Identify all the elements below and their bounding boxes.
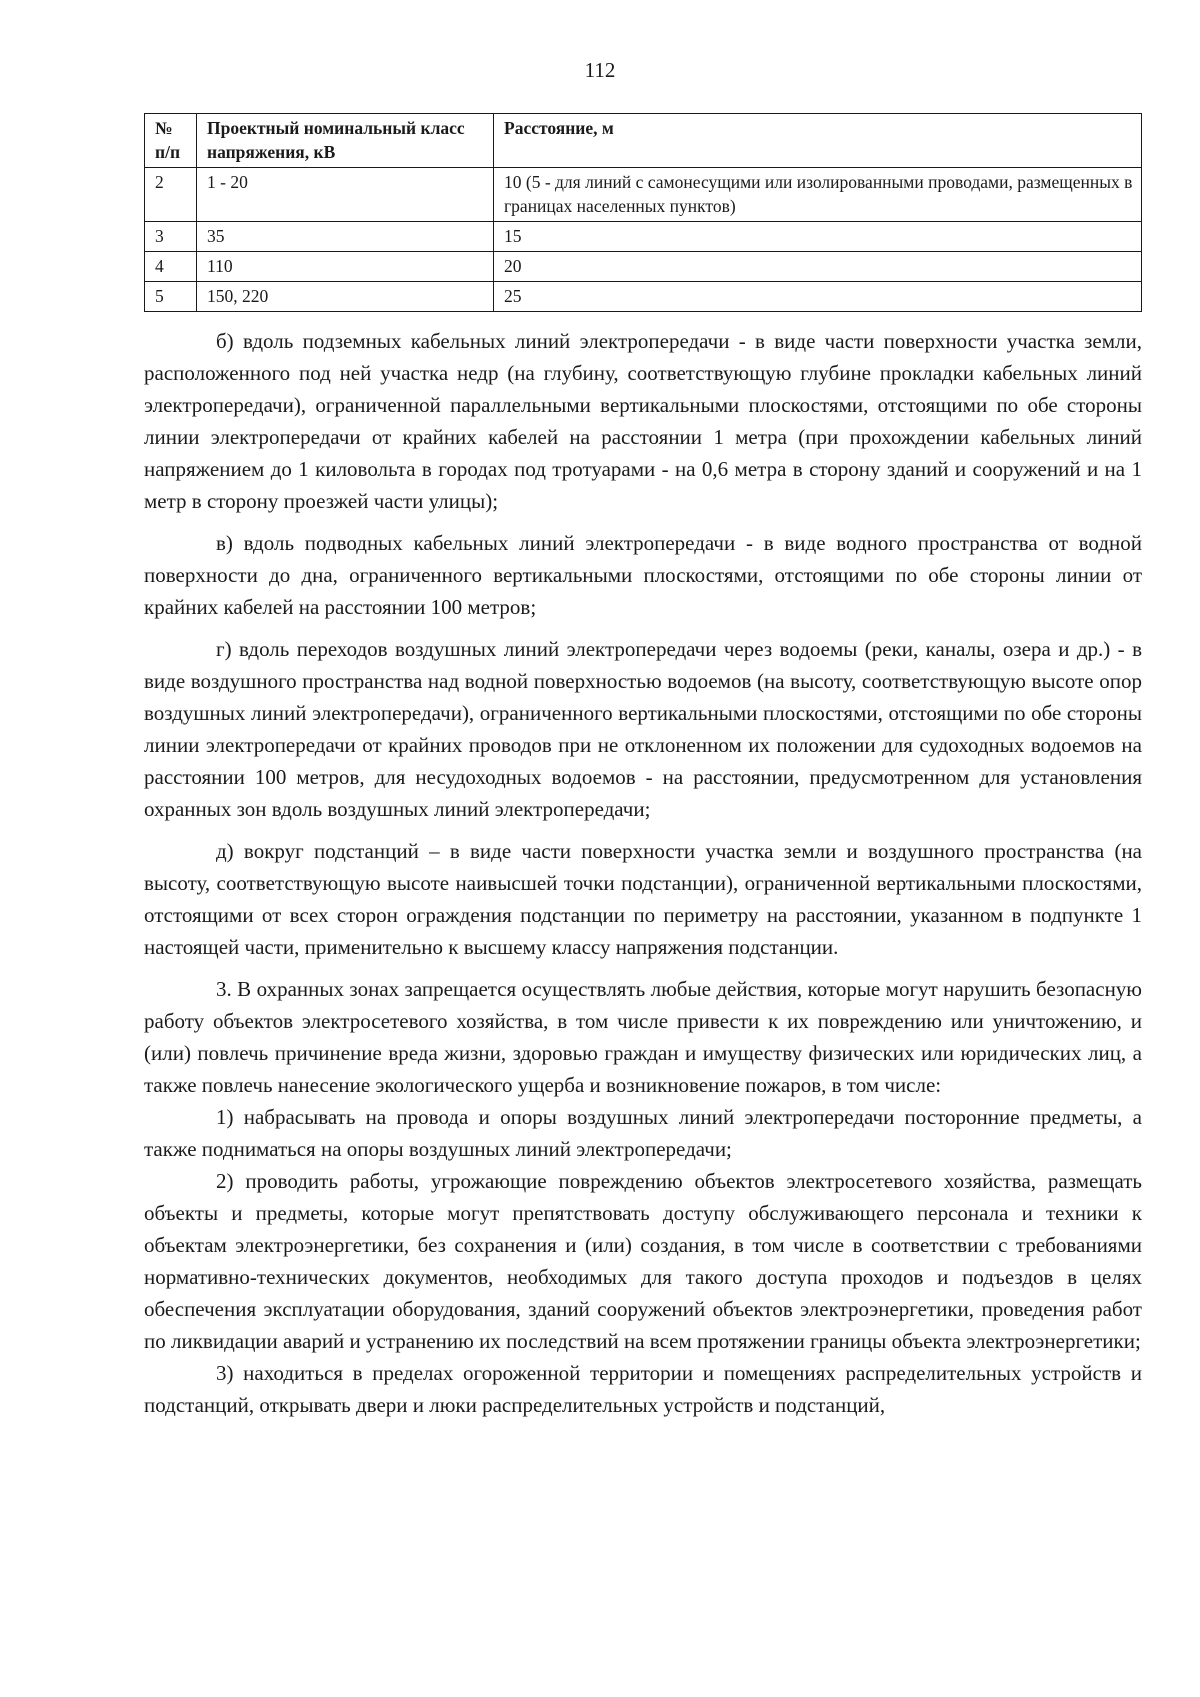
header-distance: Расстояние, м [494,114,1142,168]
table-row [145,252,1142,282]
header-number: № п/п [145,114,197,168]
cell-distance: 25 [494,282,1142,312]
cell-voltage-class: 110 [197,252,494,282]
cell-distance: 15 [494,222,1142,252]
table-row [145,282,1142,312]
page-number: 112 [584,58,616,82]
cell-number: 5 [145,282,197,312]
cell-number: 2 [145,168,197,222]
paragraph-item-3: 3) находиться в пределах огороженной территории и помещениях распределительных устройств и подстанций, открывать двери и люки распределительных устройств и подстанций, [144,1361,1142,1417]
cell-number: 4 [145,252,197,282]
paragraph-b-underground-cables: б) вдоль подземных кабельных линий электропередачи - в виде части поверхности участка земли, расположенного под ней участка недр (на глубину, соответствующую глубине прокладки кабельных линий электропередачи), ограниченной параллельными вертикальными плоскостями, отстоящими по обе стороны линии электропередачи от крайних кабелей на расстоянии 1 метра (при прохождении кабельных линий напряжением до 1 киловольта в городах под тротуарами - на 0,6 метра в сторону зданий и сооружений и на 1 метр в сторону проезжей части улицы); [144,329,1142,513]
table-row [145,168,1142,222]
paragraph-v-underwater-cables: в) вдоль подводных кабельных линий электропередачи - в виде водного пространства от водной поверхности до дна, ограниченного вертикальными плоскостями, отстоящими по обе стороны линии от крайних кабелей на расстоянии 100 метров; [144,531,1142,619]
voltage-distance-table [144,113,1142,312]
table-header-row [145,114,1142,168]
cell-voltage-class: 1 - 20 [197,168,494,222]
cell-distance: 20 [494,252,1142,282]
paragraph-3-prohibitions: 3. В охранных зонах запрещается осуществлять любые действия, которые могут нарушить безопасную работу объектов электросетевого хозяйства, в том числе привести к их повреждению или уничтожению, и (или) повлечь причинение вреда жизни, здоровью граждан и имуществу физических или юридических лиц, а также повлечь нанесение экологического ущерба и возникновение пожаров, в том числе: [144,977,1142,1097]
cell-voltage-class: 150, 220 [197,282,494,312]
paragraph-d-substations: д) вокруг подстанций – в виде части поверхности участка земли и воздушного пространства (на высоту, соответствующую высоте наивысшей точки подстанции), ограниченной вертикальными плоскостями, отстоящими от всех сторон ограждения подстанции по периметру на расстоянии, указанном в подпункте 1 настоящей части, применительно к высшему классу напряжения подстанции. [144,839,1142,959]
paragraph-item-2: 2) проводить работы, угрожающие повреждению объектов электросетевого хозяйства, размещать объекты и предметы, которые могут препятствовать доступу обслуживающего персонала и техники к объектам электроэнергетики, без сохранения и (или) создания, в том числе в соответствии с требованиями нормативно-технических документов, необходимых для такого доступа проходов и подъездов в целях обеспечения эксплуатации оборудования, зданий сооружений объектов электроэнергетики, проведения работ по ликвидации аварий и устранению их последствий на всем протяжении границы объекта электроэнергетики; [144,1169,1142,1353]
table-row [145,222,1142,252]
paragraph-g-water-crossings: г) вдоль переходов воздушных линий электропередачи через водоемы (реки, каналы, озера и др.) - в виде воздушного пространства над водной поверхностью водоемов (на высоту, соответствующую высоте опор воздушных линий электропередачи), ограниченного вертикальными плоскостями, отстоящими по обе стороны линии электропередачи от крайних проводов при не отклоненном их положении для судоходных водоемов на расстоянии 100 метров, для несудоходных водоемов - на расстоянии, предусмотренном для установления охранных зон вдоль воздушных линий электропередачи; [144,637,1142,821]
cell-voltage-class: 35 [197,222,494,252]
cell-number: 3 [145,222,197,252]
cell-distance: 10 (5 - для линий с самонесущими или изолированными проводами, размещенных в границах населенных пунктов) [494,168,1142,222]
header-voltage-class: Проектный номинальный класс напряжения, кВ [197,114,494,168]
body-text [144,325,1142,1421]
paragraph-item-1: 1) набрасывать на провода и опоры воздушных линий электропередачи посторонние предметы, а также подниматься на опоры воздушных линий электропередачи; [144,1105,1142,1161]
